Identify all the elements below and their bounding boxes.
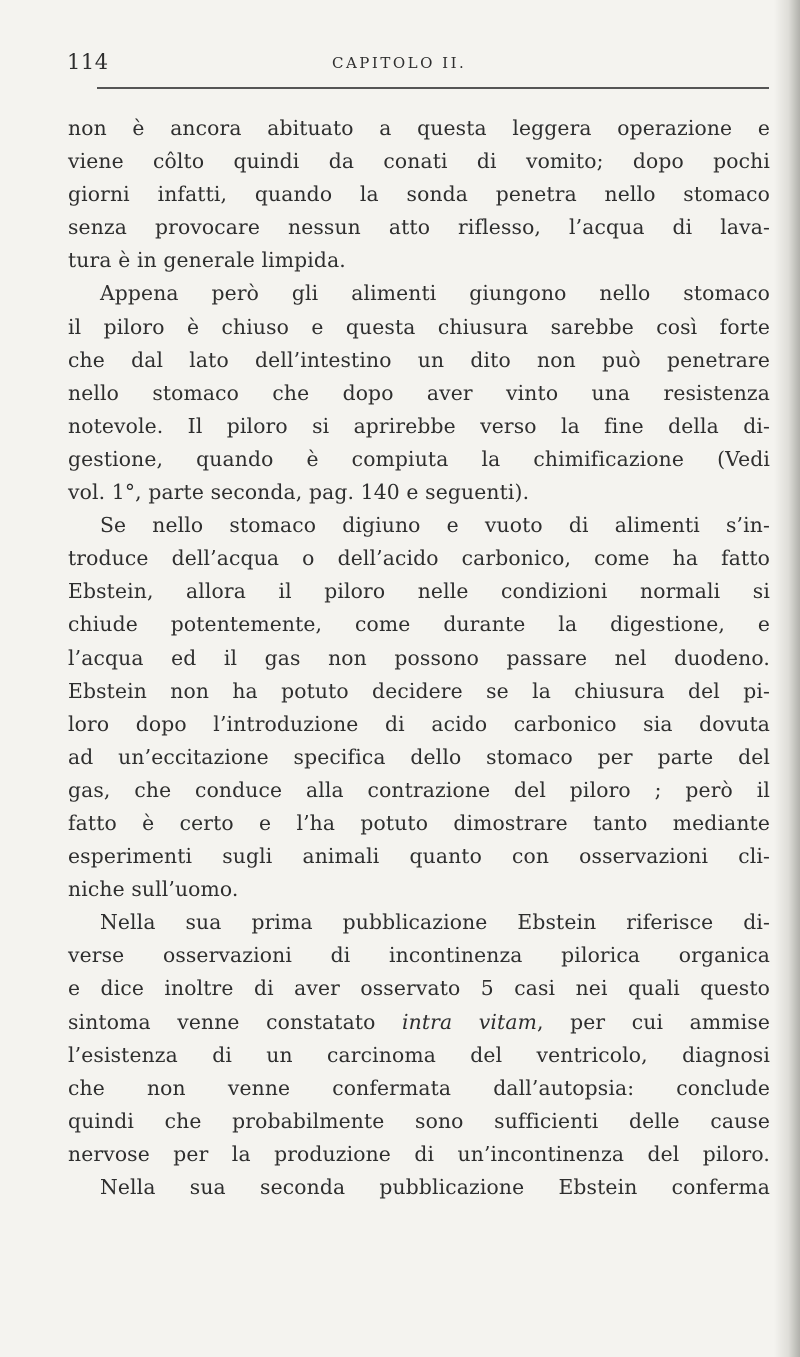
text-line: Se nello stomaco digiuno e vuoto di alimenti s’in- [100, 513, 770, 538]
text-line: che non venne confermata dall’autopsia: conclude [68, 1075, 770, 1100]
text-line: loro dopo l’introduzione di acido carbonico sia dovuta [68, 711, 770, 736]
text-line: quindi che probabilmente sono sufficienti delle cause [68, 1108, 770, 1133]
text-line: tura è in generale limpida. [68, 248, 346, 273]
running-head: CAPITOLO II. [332, 54, 467, 72]
text-line-mixed [68, 1006, 770, 1039]
text-line: chiude potentemente, come durante la digestione, e [68, 612, 770, 637]
text-line: giorni infatti, quando la sonda penetra nello stomaco [68, 182, 770, 207]
text-line: vol. 1°, parte seconda, pag. 140 e seguenti). [68, 480, 530, 505]
text-line: l’esistenza di un carcinoma del ventricolo, diagnosi [68, 1042, 770, 1067]
header-rule [97, 87, 769, 89]
text-segment: , per cui ammise [536, 1009, 771, 1034]
text-line: che dal lato dell’intestino un dito non può penetrare [68, 347, 770, 372]
text-segment: sintoma venne constatato [68, 1009, 376, 1034]
text-line: non è ancora abituato a questa leggera operazione e [68, 116, 770, 140]
text-line: gestione, quando è compiuta la chimificazione (Vedi [68, 446, 770, 471]
page-edge-shadow [774, 0, 800, 1357]
text-line: verse osservazioni di incontinenza pilorica organica [68, 943, 770, 968]
text-line: nervose per la produzione di un’incontinenza del piloro. [68, 1141, 770, 1166]
italic-phrase: intra vitam [402, 1009, 537, 1034]
text-line: ad un’eccitazione specifica dello stomaco per parte del [68, 744, 770, 769]
text-line: viene côlto quindi da conati di vomito; dopo pochi [68, 149, 770, 174]
text-line: e dice inoltre di aver osservato 5 casi nei quali questo [68, 976, 770, 1001]
text-line: niche sull’uomo. [68, 877, 239, 902]
text-line: notevole. Il piloro si aprirebbe verso la fine della di- [68, 413, 770, 438]
text-line: gas, che conduce alla contrazione del piloro ; però il [68, 777, 770, 802]
page-number: 114 [67, 50, 109, 74]
text-line: Nella sua prima pubblicazione Ebstein riferisce di- [100, 910, 770, 935]
page-header [67, 44, 769, 84]
text-line: esperimenti sugli animali quanto con osservazioni cli- [68, 844, 770, 869]
text-line: il piloro è chiuso e questa chiusura sarebbe così forte [68, 314, 770, 339]
text-line: Ebstein, allora il piloro nelle condizioni normali si [68, 579, 770, 604]
text-line: Ebstein non ha potuto decidere se la chiusura del pi- [68, 678, 770, 703]
text-line: l’acqua ed il gas non possono passare nel duodeno. [68, 645, 770, 670]
text-line: Nella sua seconda pubblicazione Ebstein conferma [100, 1175, 770, 1199]
text-line: fatto è certo e l’ha potuto dimostrare tanto mediante [68, 810, 770, 835]
text-line: senza provocare nessun atto riflesso, l’acqua di lava- [68, 215, 770, 240]
text-line: nello stomaco che dopo aver vinto una resistenza [68, 380, 770, 405]
body-text [68, 112, 770, 1204]
text-line: Appena però gli alimenti giungono nello stomaco [100, 281, 770, 306]
text-line: troduce dell’acqua o dell’acido carbonico, come ha fatto [68, 546, 770, 571]
